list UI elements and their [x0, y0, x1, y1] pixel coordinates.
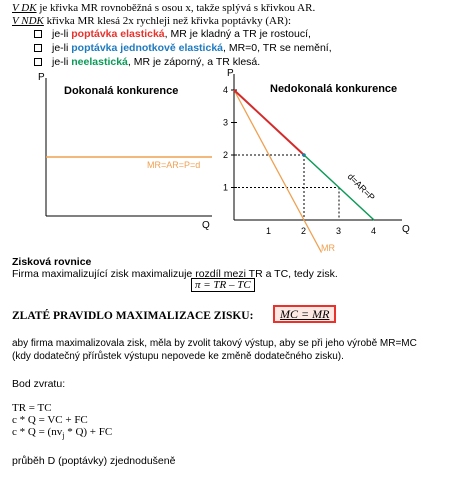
zisk-heading: Zisková rovnice	[12, 256, 92, 268]
right-y-ticks	[223, 85, 237, 193]
intro-line-1	[12, 2, 315, 15]
demand-label: d=AR=P	[345, 171, 377, 203]
last-line: průběh D (poptávky) zjednodušeně	[12, 455, 176, 467]
equation-3: $c * Q = (nv_j * Q)$ + FC	[12, 426, 113, 441]
x-tick-label: 4	[371, 226, 377, 236]
x-tick-label: 3	[336, 226, 342, 236]
intro-line-1-lead: V DK	[12, 2, 37, 14]
right-chart-title: Nedokonalá konkurence	[270, 83, 398, 95]
left-mr-label: MR=AR=P=d	[147, 160, 201, 170]
chart-imperfect-competition	[222, 64, 449, 254]
left-x-label: Q	[202, 220, 210, 231]
profit-formula	[191, 279, 255, 292]
demand-elastic-segment	[234, 90, 304, 155]
golden-rule-formula	[273, 306, 336, 322]
right-x-ticks	[266, 226, 376, 236]
profit-formula-box: π = TR – TC	[191, 278, 255, 292]
y-tick-label: 1	[223, 182, 229, 193]
square-bullet-icon	[34, 30, 42, 38]
y-tick-label: 4	[223, 85, 229, 95]
intro-line-1-text: je křivka MR rovnoběžná s osou x, takže splývá s křivkou AR.	[36, 2, 316, 14]
bullet-item-unit-elastic: je-li poptávka jednotkově elastická, MR=0, TR se nemění,	[34, 42, 332, 56]
term-unit-elastic: poptávka jednotkově elastická	[71, 42, 223, 54]
term-inelastic: neelastická	[71, 56, 128, 68]
y-tick-label: 3	[223, 117, 229, 128]
intro-line-2	[12, 15, 291, 28]
equation-1: TR = TC	[12, 402, 52, 414]
right-y-label: P	[227, 68, 234, 79]
term-elastic: poptávka elastická	[71, 28, 165, 40]
bullet-item-elastic: je-li poptávka elastická, MR je kladný a TR je rostoucí,	[34, 28, 332, 42]
zisk-text: Firma maximalizující zisk maximalizuje rozdíl mezi TR a TC, tedy zisk.	[12, 268, 338, 280]
x-tick-label: 2	[301, 226, 307, 236]
equation-2: c * Q = VC + FC	[12, 414, 88, 426]
left-chart-title: Dokonalá konkurence	[64, 85, 179, 97]
right-x-label: Q	[402, 224, 410, 235]
intro-line-2-text: křivka MR klesá 2x rychleji než křivka poptávky (AR):	[43, 15, 292, 27]
bullet-item-inelastic: je-li neelastická, MR je záporný, a TR klesá.	[34, 56, 332, 70]
mr-label: MR	[321, 243, 335, 253]
bod-zvratu: Bod zvratu:	[12, 378, 66, 390]
mr-line	[234, 90, 322, 253]
square-bullet-icon	[34, 44, 42, 52]
x-tick-label: 1	[266, 226, 272, 236]
paragraph-1: aby firma maximalizovala zisk, měla by zvolit takový výstup, aby se při jeho výrobě MR=MC	[12, 338, 417, 349]
golden-rule-heading: ZLATÉ PRAVIDLO MAXIMALIZACE ZISKU:	[12, 310, 254, 322]
intro-line-2-lead: V NDK	[12, 15, 44, 27]
y-tick-label: 2	[223, 150, 229, 160]
paragraph-2: (kdy dodatečný přírůstek výstupu nepovede ke změně dodatečného zisku).	[12, 351, 344, 362]
left-y-label: P	[38, 72, 45, 83]
golden-rule-formula-box: MC = MR	[273, 305, 336, 323]
chart-perfect-competition	[0, 66, 225, 236]
